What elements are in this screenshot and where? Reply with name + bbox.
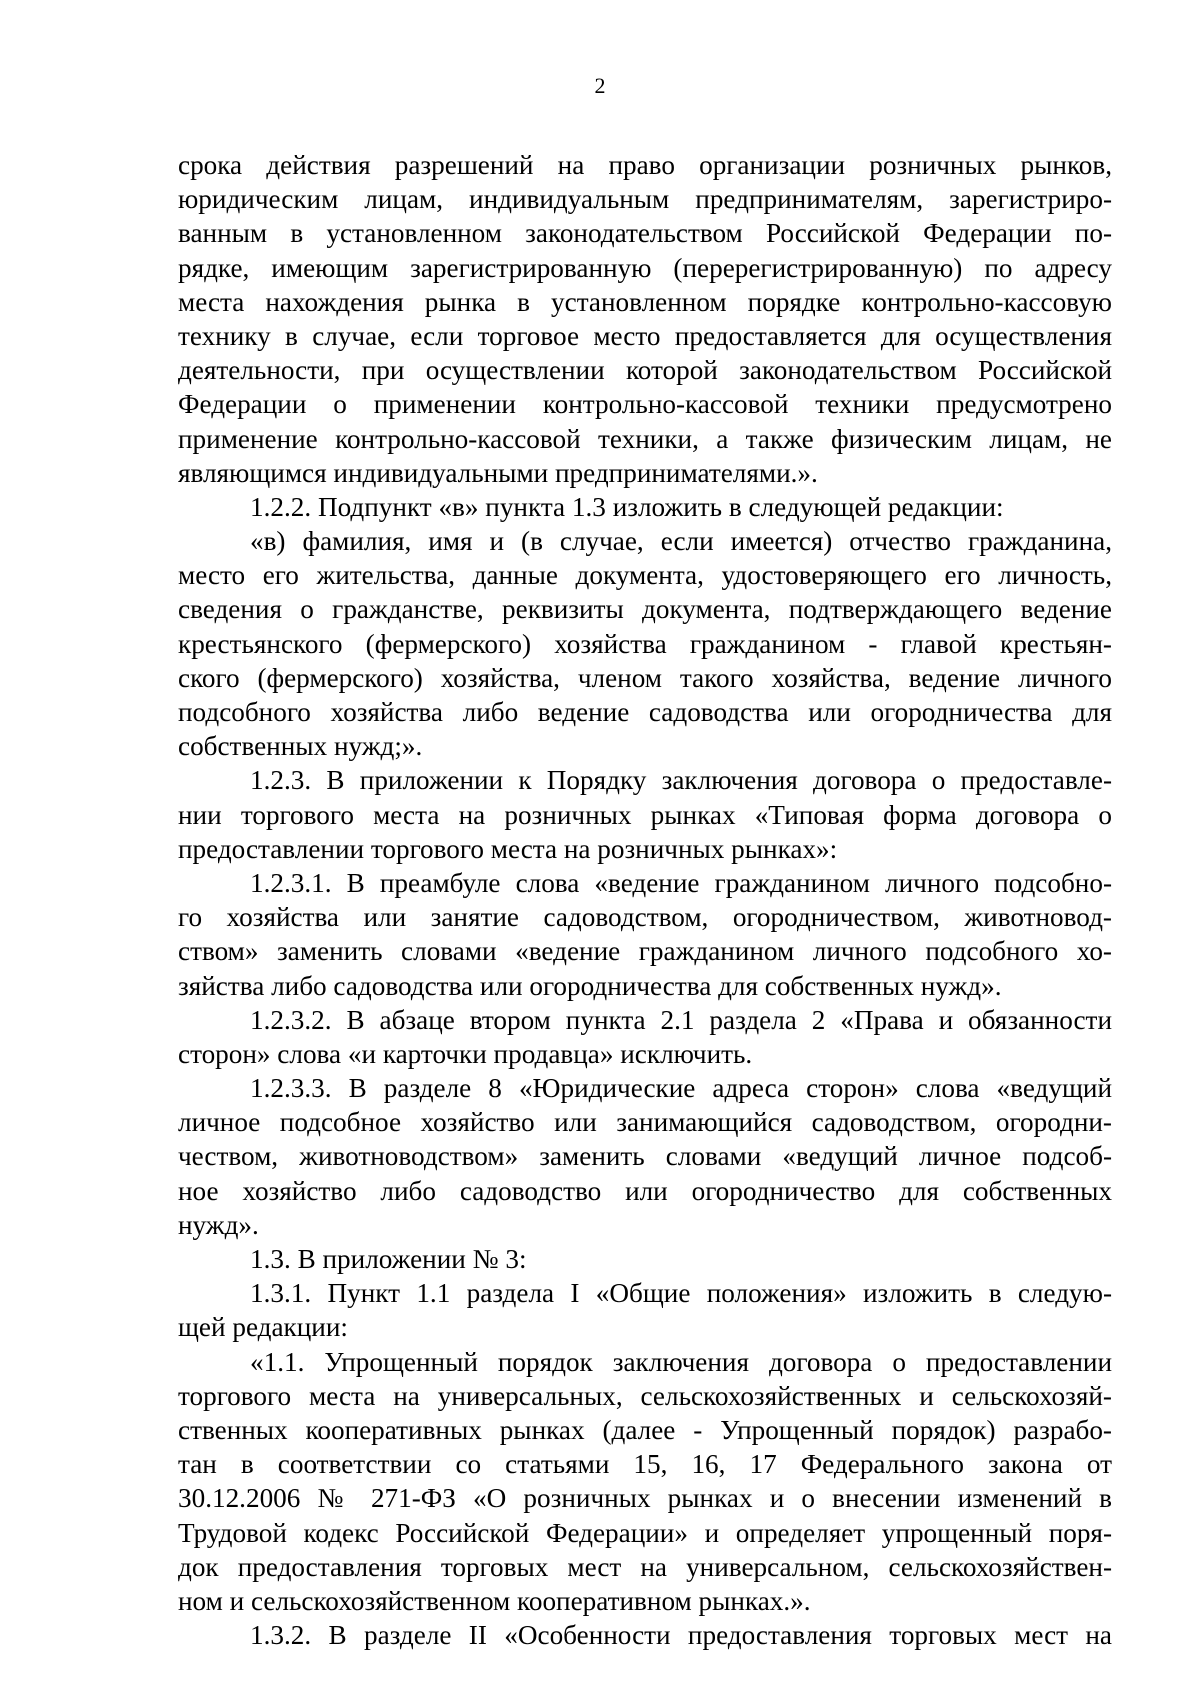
- text-line: щей редакции:: [178, 1312, 348, 1343]
- text-line: 1.2.3. В приложении к Порядку заключения договора о предоставле-: [250, 765, 1112, 796]
- text-line: 1.3.2. В разделе II «Особенности предоставления торговых мест на: [250, 1620, 1112, 1651]
- text-line: предоставлении торгового места на розничных рынках»:: [178, 833, 838, 864]
- text-line: применение контрольно-кассовой техники, а также физическим лицам, не: [178, 423, 1112, 454]
- text-line: зяйства либо садоводства или огородничества для собственных нужд».: [178, 970, 1002, 1001]
- text-line: срока действия разрешений на право организации розничных рынков,: [178, 150, 1112, 180]
- text-line: док предоставления торговых мест на универсальном, сельскохозяйствен-: [178, 1551, 1112, 1582]
- text-line: «в) фамилия, имя и (в случае, если имеется) отчество гражданина,: [250, 526, 1112, 557]
- text-line: «1.1. Упрощенный порядок заключения договора о предоставлении: [250, 1346, 1112, 1377]
- text-line: ского (фермерского) хозяйства, членом такого хозяйства, ведение личного: [178, 662, 1112, 693]
- text-line: места нахождения рынка в установленном порядке контрольно-кассовую: [178, 286, 1112, 317]
- text-line: 1.2.2. Подпункт «в» пункта 1.3 изложить в следующей редакции:: [250, 491, 1004, 522]
- text-line: ном и сельскохозяйственном кооперативном рынках.».: [178, 1585, 811, 1616]
- text-line: ством» заменить словами «ведение гражданином личного подсобного хо-: [178, 936, 1112, 967]
- text-line: ственных кооперативных рынках (далее - Упрощенный порядок) разрабо-: [178, 1414, 1112, 1445]
- text-line: ное хозяйство либо садоводство или огородничество для собственных: [178, 1175, 1112, 1206]
- text-line: ванным в установленном законодательством Российской Федерации по-: [178, 218, 1112, 249]
- text-line: чеством, животноводством» заменить словами «ведущий личное подсоб-: [178, 1141, 1112, 1172]
- document-body-text: [178, 148, 1112, 1652]
- text-line: подсобного хозяйства либо ведение садоводства или огородничества для: [178, 697, 1112, 727]
- text-line: юридическим лицам, индивидуальным предпринимателям, зарегистриро-: [178, 184, 1112, 215]
- text-line: 30.12.2006 № 271-ФЗ «О розничных рынках и о внесении изменений в: [178, 1483, 1112, 1514]
- text-line: торгового места на универсальных, сельскохозяйственных и сельскохозяй-: [178, 1380, 1112, 1411]
- text-line: рядке, имеющим зарегистрированную (перерегистрированную) по адресу: [178, 252, 1112, 283]
- text-line: 1.2.3.2. В абзаце втором пункта 2.1 раздела 2 «Права и обязанности: [250, 1004, 1112, 1035]
- text-line: Федерации о применении контрольно-кассовой техники предусмотрено: [178, 389, 1112, 420]
- text-line: сторон» слова «и карточки продавца» исключить.: [178, 1038, 753, 1069]
- text-line: 1.2.3.3. В разделе 8 «Юридические адреса сторон» слова «ведущий: [250, 1073, 1112, 1104]
- text-line: го хозяйства или занятие садоводством, огородничеством, животновод-: [178, 902, 1112, 933]
- text-line: тан в соответствии со статьями 15, 16, 17 Федерального закона от: [178, 1449, 1112, 1480]
- text-line: место его жительства, данные документа, удостоверяющего его личность,: [178, 560, 1112, 591]
- text-line: 1.2.3.1. В преамбуле слова «ведение гражданином личного подсобно-: [250, 867, 1112, 898]
- text-line: являющимся индивидуальными предпринимателями.».: [178, 457, 818, 488]
- text-line: 1.3. В приложении № 3:: [250, 1244, 527, 1274]
- text-line: нужд».: [178, 1209, 259, 1240]
- text-line: собственных нужд;».: [178, 731, 423, 762]
- text-line: крестьянского (фермерского) хозяйства гражданином - главой крестьян-: [178, 628, 1112, 659]
- text-line: сведения о гражданстве, реквизиты документа, подтверждающего ведение: [178, 594, 1112, 625]
- text-line: личное подсобное хозяйство или занимающийся садоводством, огородни-: [178, 1107, 1112, 1138]
- page-number: 2: [594, 73, 606, 98]
- text-line: нии торгового места на розничных рынках «Типовая форма договора о: [178, 799, 1112, 830]
- text-line: технику в случае, если торговое место предоставляется для осуществления: [178, 320, 1112, 351]
- text-line: 1.3.1. Пункт 1.1 раздела I «Общие положения» изложить в следую-: [250, 1278, 1112, 1309]
- text-line: Трудовой кодекс Российской Федерации» и определяет упрощенный поря-: [178, 1517, 1112, 1548]
- text-line: деятельности, при осуществлении которой законодательством Российской: [178, 355, 1112, 386]
